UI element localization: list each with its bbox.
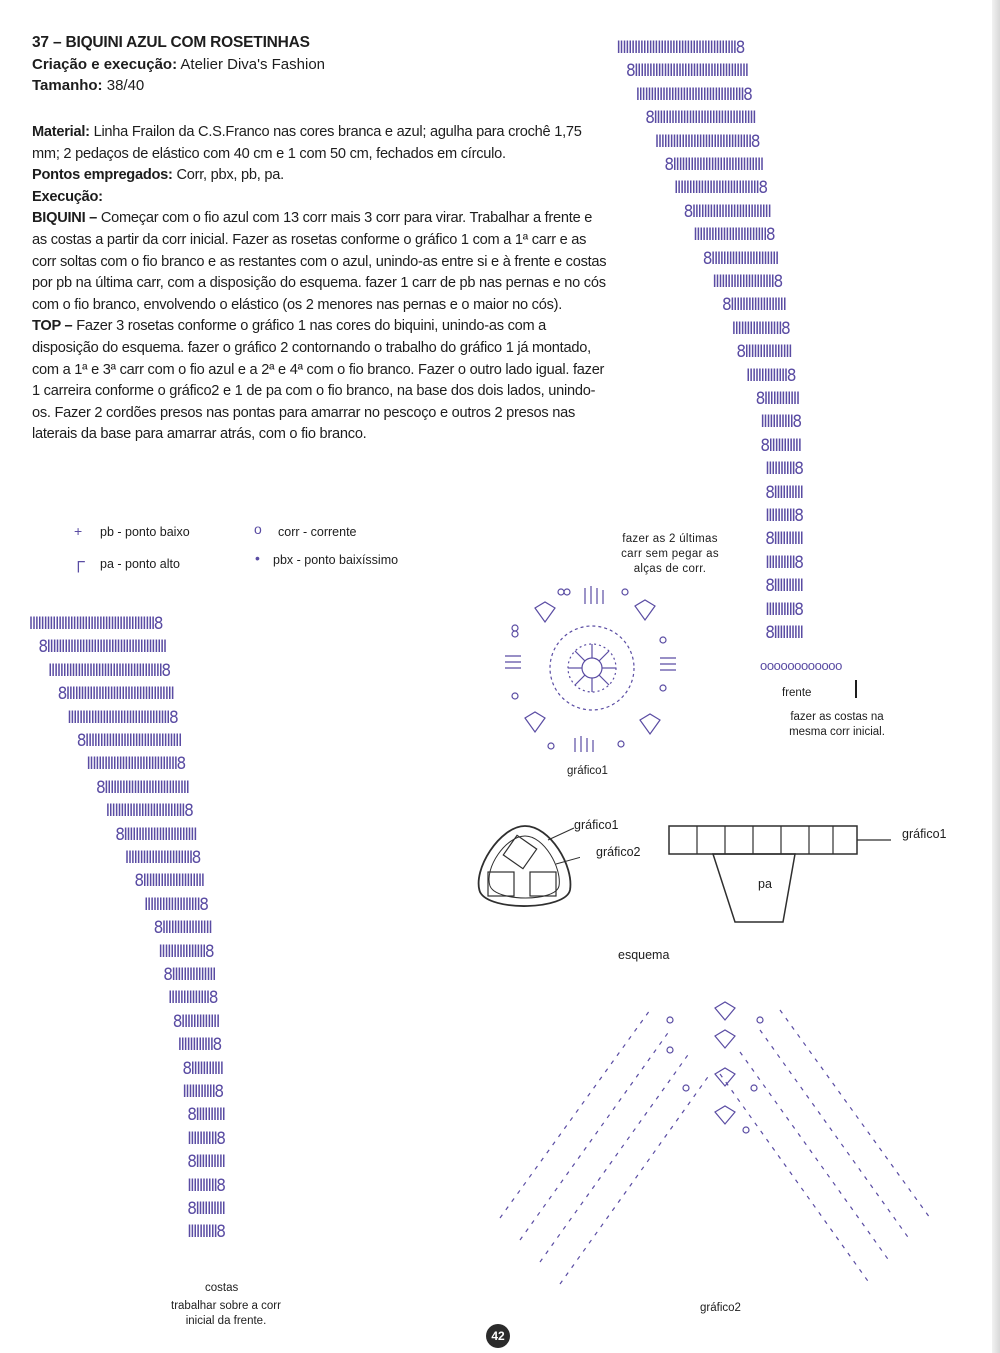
top-label: TOP – bbox=[32, 318, 73, 335]
front-stitch-row: 8IIIIIIIIIIIIIIII bbox=[736, 342, 792, 363]
bikini-paragraph bbox=[32, 208, 610, 316]
bottom-schema bbox=[665, 822, 895, 926]
creation-label: Criação e execução: bbox=[32, 56, 178, 73]
creation-value: Atelier Diva's Fashion bbox=[180, 56, 326, 73]
bikini-text: Começar com o fio azul com 13 corr mais 3 corr para virar. Trabalhar a frente e as costas a partir da corr inicial. Fazer as rosetas conforme o gráfico 1 com a 1ª carr e as corr soltas com o fio branco e as restantes com o azul, unindo-as entre si e à frente e costas por pb na última carr, com a disposição do esquema. fazer 1 carr de pb nas pernas e no cós com o fio branco, envolvendo o elástico (os 2 menores nas pernas e o maior no cós). bbox=[32, 210, 607, 313]
back-stitch-row: 8IIIIIIIIIIIIIIIII bbox=[153, 918, 212, 939]
front-stitch-row: 8IIIIIIIIIIIIIIIIIIIIIIIIIII bbox=[683, 201, 771, 222]
grafico2-chains bbox=[667, 1017, 763, 1133]
front-stitch-row: IIIIIIIIIIIIIIIIIIIIIIIIIIIIIIIII8 bbox=[654, 131, 759, 152]
grafico2-right-arm bbox=[720, 1010, 930, 1284]
back-stitch-row: 8IIIIIIIIIIIIIIIIIIIIIIIIIIIIIIIIIIIIIIIII bbox=[38, 637, 166, 658]
front-stitch-row: 8IIIIIIIIIII bbox=[760, 435, 801, 456]
back-stitch-row: 8IIIIIIIIIIIIIIIIIIIIIIIIIIIIIIIII bbox=[76, 731, 181, 751]
front-label: frente bbox=[782, 687, 812, 699]
rosette-round-2 bbox=[550, 626, 634, 710]
page-title: 37 – BIQUINI AZUL COM ROSETINHAS bbox=[32, 34, 310, 51]
front-stitch-row: 8IIIIIIIIIIIIIIIIIIIIIIIIIIIIIIIIIIIIIII bbox=[626, 61, 748, 82]
back-stitch-row: IIIIIIIIIIIIIIIIIIIIIIIIIIIIIIIIIIIIIIIIIII8 bbox=[28, 614, 162, 634]
back-stitch-row: 8IIIIIIIIIIIIIIIIIIIIIIIII bbox=[115, 824, 196, 845]
size-label: Tamanho: bbox=[32, 77, 103, 94]
pa-symbol: ┌ bbox=[72, 551, 85, 571]
front-stitch-row: 8IIIIIIIIIIII bbox=[755, 389, 799, 409]
creation-line bbox=[32, 56, 325, 73]
size-line bbox=[32, 77, 144, 94]
front-stitch-row: 8IIIIIIIIII bbox=[765, 529, 803, 550]
back-stitch-row: IIIIIIIIIIIIIIIIIIIIIIIIIII8 bbox=[105, 801, 193, 822]
grafico2-center-motifs bbox=[715, 1002, 735, 1124]
schema-grafico1-label: gráfico1 bbox=[902, 827, 947, 841]
bikini-label: BIQUINI – bbox=[32, 210, 98, 227]
schema-pa-label: pa bbox=[758, 877, 772, 891]
rosette-note: fazer as 2 últimas carr sem pegar as alças de corr. bbox=[621, 533, 719, 575]
front-stitch-row: IIIIIIIIIIIIIIIIIIIIIIIIIIIIIIIIIIIIIIIII8 bbox=[616, 38, 744, 58]
material-label: Material: bbox=[32, 124, 90, 140]
grafico2-diagram bbox=[490, 1000, 940, 1300]
size-value: 38/40 bbox=[106, 77, 145, 94]
front-stitch-row: IIIIIIIIII8 bbox=[765, 599, 803, 620]
front-stitch-row: IIIIIIIIIIIIIIIIIIIIIIIII8 bbox=[693, 225, 774, 246]
front-chain-row: oooooooooooo bbox=[760, 658, 842, 673]
back-stitch-row: IIIIIIIIII8 bbox=[187, 1128, 225, 1149]
rosette-outer-stitches bbox=[505, 586, 676, 752]
grafico2-caption: gráfico2 bbox=[700, 1302, 741, 1314]
front-stitch-row: 8IIIIIIIIIIIIIIIIIIIIIII bbox=[702, 248, 778, 269]
back-note: trabalhar sobre a corr inicial da frente. bbox=[171, 1300, 281, 1327]
front-stitch-row: IIIIIIIIIIIIIIIIIIIIIIIIIIIII8 bbox=[674, 178, 767, 199]
execution-label: Execução: bbox=[32, 188, 103, 205]
rosette-petals bbox=[525, 600, 660, 734]
back-stitch-row: 8IIIIIIIIIIIII bbox=[172, 1011, 219, 1032]
top-text: Fazer 3 rosetas conforme o gráfico 1 nas cores do biquini, unindo-as com a disposição do esquema. fazer o gráfico 2 contornando o trabalho do gráfico 1 já montado, com a 1ª e 3ª carr com o fio azul e a 2ª e 4ª com o fio branco. Fazer o outro lado igual. fazer 1 carreira conforme o gráfico2 e 1 de pa com o fio branco, na base dos dois lados, unindo-os. Fazer 2 cordões presos nas pontas para amarrar no pescoço e outros 2 presos nas laterais da base para amarrar atrás, com o fio branco. bbox=[32, 318, 605, 443]
stitches-label: Pontos empregados: bbox=[32, 167, 173, 184]
front-stitch-row: IIIIIIIIIIIIIIIII8 bbox=[731, 318, 790, 339]
back-stitch-row: 8IIIIIIIIIIIIIIIIIIIIIIIIIIIII bbox=[96, 777, 189, 798]
front-stitch-row: 8IIIIIIIIII bbox=[765, 623, 803, 643]
back-stitch-row: 8IIIIIIIIIIIIIIIIIIIII bbox=[134, 871, 204, 892]
grafico2-left-arm bbox=[500, 1010, 710, 1284]
back-stitch-row: IIIIIIIIIIIIIIIIIII8 bbox=[144, 894, 208, 915]
back-stitch-row: IIIIIIIIIIIIII8 bbox=[168, 988, 217, 1009]
front-arrow bbox=[855, 680, 857, 698]
legend-pa: pa - ponto alto bbox=[100, 557, 180, 571]
front-stitch-row: 8IIIIIIIIIIIIIIIIIIIIIIIIIIIIIII bbox=[664, 155, 763, 175]
top-schema bbox=[470, 820, 580, 920]
front-stitch-row: IIIIIIIIII8 bbox=[765, 552, 803, 573]
back-stitch-row: 8IIIIIIIIIII bbox=[182, 1058, 223, 1079]
esquema-caption: esquema bbox=[618, 948, 670, 962]
back-stitch-row: IIIIIIIIIII8 bbox=[182, 1082, 223, 1102]
back-stitch-row: IIIIIIIIII8 bbox=[187, 1175, 225, 1196]
material-text: Linha Frailon da C.S.Franco nas cores branca e azul; agulha para crochê 1,75 mm; 2 pedaços de elástico com 40 cm e 1 com 50 cm, fechados em círculo. bbox=[32, 124, 582, 162]
legend-pb: pb - ponto baixo bbox=[100, 525, 190, 539]
back-stitch-row: 8IIIIIIIIII bbox=[187, 1152, 225, 1173]
front-stitch-row: IIIIIIIIIIIIIIIIIIIIIIIIIIIIIIIIIIIII8 bbox=[635, 84, 752, 105]
back-stitch-row: IIIIIIIIIIIIIIII8 bbox=[158, 941, 214, 962]
legend-corr: corr - corrente bbox=[278, 525, 357, 539]
rosette-diagram bbox=[495, 578, 690, 758]
front-stitch-row: 8IIIIIIIIIIIIIIIIIIIIIIIIIIIIIIIIIII bbox=[645, 108, 756, 129]
front-stitch-row: IIIIIIIIIIIIII8 bbox=[746, 365, 795, 386]
back-stitch-row: 8IIIIIIIIII bbox=[187, 1199, 225, 1219]
front-stitch-row: 8IIIIIIIIII bbox=[765, 576, 803, 597]
front-stitch-row: IIIIIIIIII8 bbox=[765, 459, 803, 480]
instructions bbox=[32, 122, 610, 446]
front-stitch-row: IIIIIIIIII8 bbox=[765, 506, 803, 526]
back-stitch-row: IIIIIIIIIIII8 bbox=[177, 1035, 221, 1056]
back-stitch-row: IIIIIIIIIIIIIIIIIIIIIIIIIIIIIIIIIIIIIII8 bbox=[48, 660, 170, 681]
execution-heading bbox=[32, 187, 610, 209]
stitches-text: Corr, pbx, pb, pa. bbox=[176, 167, 284, 184]
back-stitch-row: IIIIIIIIII8 bbox=[187, 1222, 225, 1243]
rosette-spokes bbox=[568, 644, 616, 692]
front-stitch-row: 8IIIIIIIIII bbox=[765, 482, 803, 503]
front-note: fazer as costas na mesma corr inicial. bbox=[789, 711, 885, 738]
pb-symbol: + bbox=[74, 523, 83, 539]
back-stitch-row: IIIIIIIIIIIIIIIIIIIIIIIIIIIIIII8 bbox=[86, 754, 185, 775]
back-label: costas bbox=[205, 1282, 239, 1294]
front-stitch-row: 8IIIIIIIIIIIIIIIIIII bbox=[722, 295, 786, 316]
top-paragraph bbox=[32, 316, 610, 446]
esquema-grafico1-label: gráfico1 bbox=[574, 818, 619, 832]
rosette-caption: gráfico1 bbox=[567, 765, 608, 777]
back-stitch-row: 8IIIIIIIIIIIIIII bbox=[163, 965, 215, 985]
back-stitch-row: IIIIIIIIIIIIIIIIIIIIIIIIIIIIIIIIIII8 bbox=[67, 707, 178, 728]
front-stitch-row: IIIIIIIIIII8 bbox=[760, 412, 801, 433]
stitches-paragraph bbox=[32, 165, 610, 187]
back-stitch-row: IIIIIIIIIIIIIIIIIIIIIII8 bbox=[124, 848, 200, 868]
page-crease bbox=[992, 0, 1000, 1353]
corr-symbol: o bbox=[254, 521, 262, 537]
material-paragraph bbox=[32, 122, 610, 165]
back-stitch-row: 8IIIIIIIIII bbox=[187, 1105, 225, 1126]
legend-pbx: pbx - ponto baixíssimo bbox=[273, 553, 399, 567]
page-number: 42 bbox=[486, 1324, 510, 1348]
pbx-symbol: • bbox=[255, 550, 260, 566]
back-stitch-row: 8IIIIIIIIIIIIIIIIIIIIIIIIIIIIIIIIIIIII bbox=[57, 684, 174, 705]
front-stitch-row: IIIIIIIIIIIIIIIIIIIII8 bbox=[712, 272, 782, 292]
esquema-grafico2-label: gráfico2 bbox=[596, 845, 641, 859]
